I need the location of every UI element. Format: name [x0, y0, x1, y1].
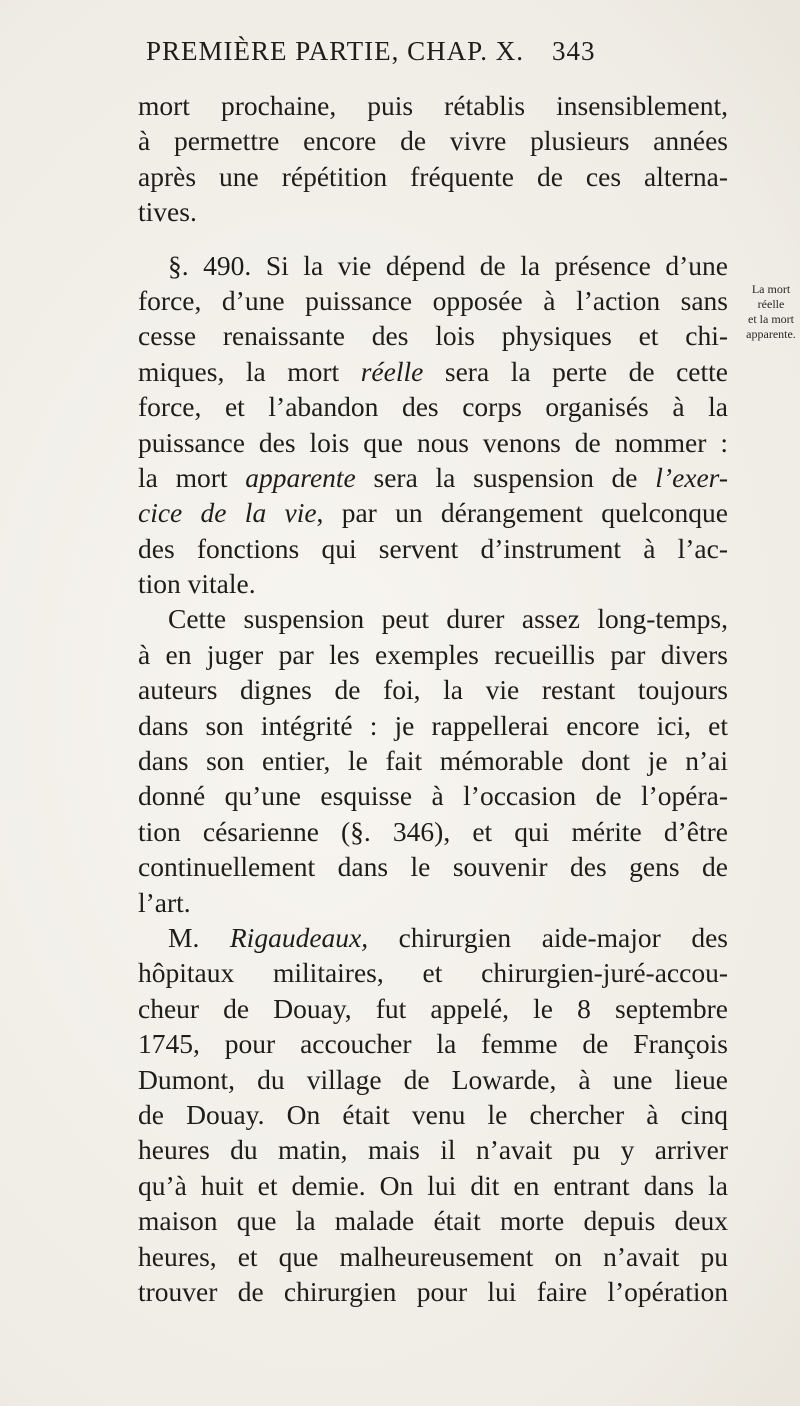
paragraph	[138, 88, 728, 230]
text-line: Cette suspension peut durer assez long-temps,	[168, 603, 728, 635]
text-line: tion vitale.	[138, 568, 256, 600]
text-line: continuellement dans le souvenir des gens de	[138, 851, 728, 883]
running-head	[146, 36, 616, 67]
body-text	[138, 88, 728, 1309]
text-line: Dumont, du village de Lowarde, à une lieue	[138, 1063, 728, 1095]
margin-note-line: apparente.	[746, 327, 796, 341]
margin-note	[740, 282, 800, 342]
text-line: auteurs dignes de foi, la vie restant toujours	[138, 674, 728, 706]
text-line: hôpitaux militaires, et chirurgien-juré-accou-	[138, 957, 728, 989]
text-line: 1745, pour accoucher la femme de François	[138, 1028, 728, 1060]
text-line: qu’à huit et demie. On lui dit en entrant dans la	[138, 1169, 728, 1201]
running-head-title: PREMIÈRE PARTIE, CHAP. X.	[146, 36, 524, 66]
text-line: cheur de Douay, fut appelé, le 8 septembre	[138, 992, 728, 1024]
paragraph	[138, 601, 728, 920]
text-line: à en juger par les exemples recueillis par divers	[138, 638, 728, 670]
text-line: heures du matin, mais il n’avait pu y arriver	[138, 1134, 728, 1166]
text-line: §. 490. Si la vie dépend de la présence d’une	[168, 249, 728, 281]
text-line: dans son intégrité : je rappellerai encore ici, et	[138, 709, 728, 741]
text-line: des fonctions qui servent d’instrument à l’ac-	[138, 532, 728, 564]
text-line: à permettre encore de vivre plusieurs années	[138, 125, 728, 157]
paragraph	[138, 248, 728, 602]
text-line: de Douay. On était venu le chercher à cinq	[138, 1098, 728, 1130]
text-line: l’art.	[138, 886, 191, 918]
text-line: la mort apparente sera la suspension de l’exer-	[138, 461, 728, 493]
margin-note-line: et la mort	[748, 312, 794, 326]
paragraph-gap	[138, 230, 728, 248]
text-line: tives.	[138, 196, 197, 228]
text-line: force, et l’abandon des corps organisés à la	[138, 391, 728, 423]
paragraph	[138, 920, 728, 1309]
text-line: donné qu’une esquisse à l’occasion de l’opéra-	[138, 780, 728, 812]
text-line: cice de la vie, par un dérangement quelconque	[138, 497, 728, 529]
text-line: dans son entier, le fait mémorable dont je n’ai	[138, 745, 728, 777]
margin-note-line: La mort réelle	[751, 282, 791, 311]
text-line: maison que la malade était morte depuis deux	[138, 1205, 728, 1237]
text-line: cesse renaissante des lois physiques et chi-	[138, 320, 728, 352]
text-line: mort prochaine, puis rétablis insensiblement,	[138, 90, 728, 121]
text-line: heures, et que malheureusement on n’avait pu	[138, 1240, 728, 1272]
text-line: après une répétition fréquente de ces alterna-	[138, 160, 728, 192]
text-line: M. Rigaudeaux, chirurgien aide-major des	[168, 921, 728, 953]
text-line: miques, la mort réelle sera la perte de cette	[138, 355, 728, 387]
page-number: 343	[551, 36, 596, 66]
text-line: force, d’une puissance opposée à l’action sans	[138, 284, 728, 316]
text-line: tion césarienne (§. 346), et qui mérite d’être	[138, 815, 728, 847]
text-line: trouver de chirurgien pour lui faire l’opération	[138, 1275, 728, 1307]
text-line: puissance des lois que nous venons de nommer :	[138, 426, 728, 458]
